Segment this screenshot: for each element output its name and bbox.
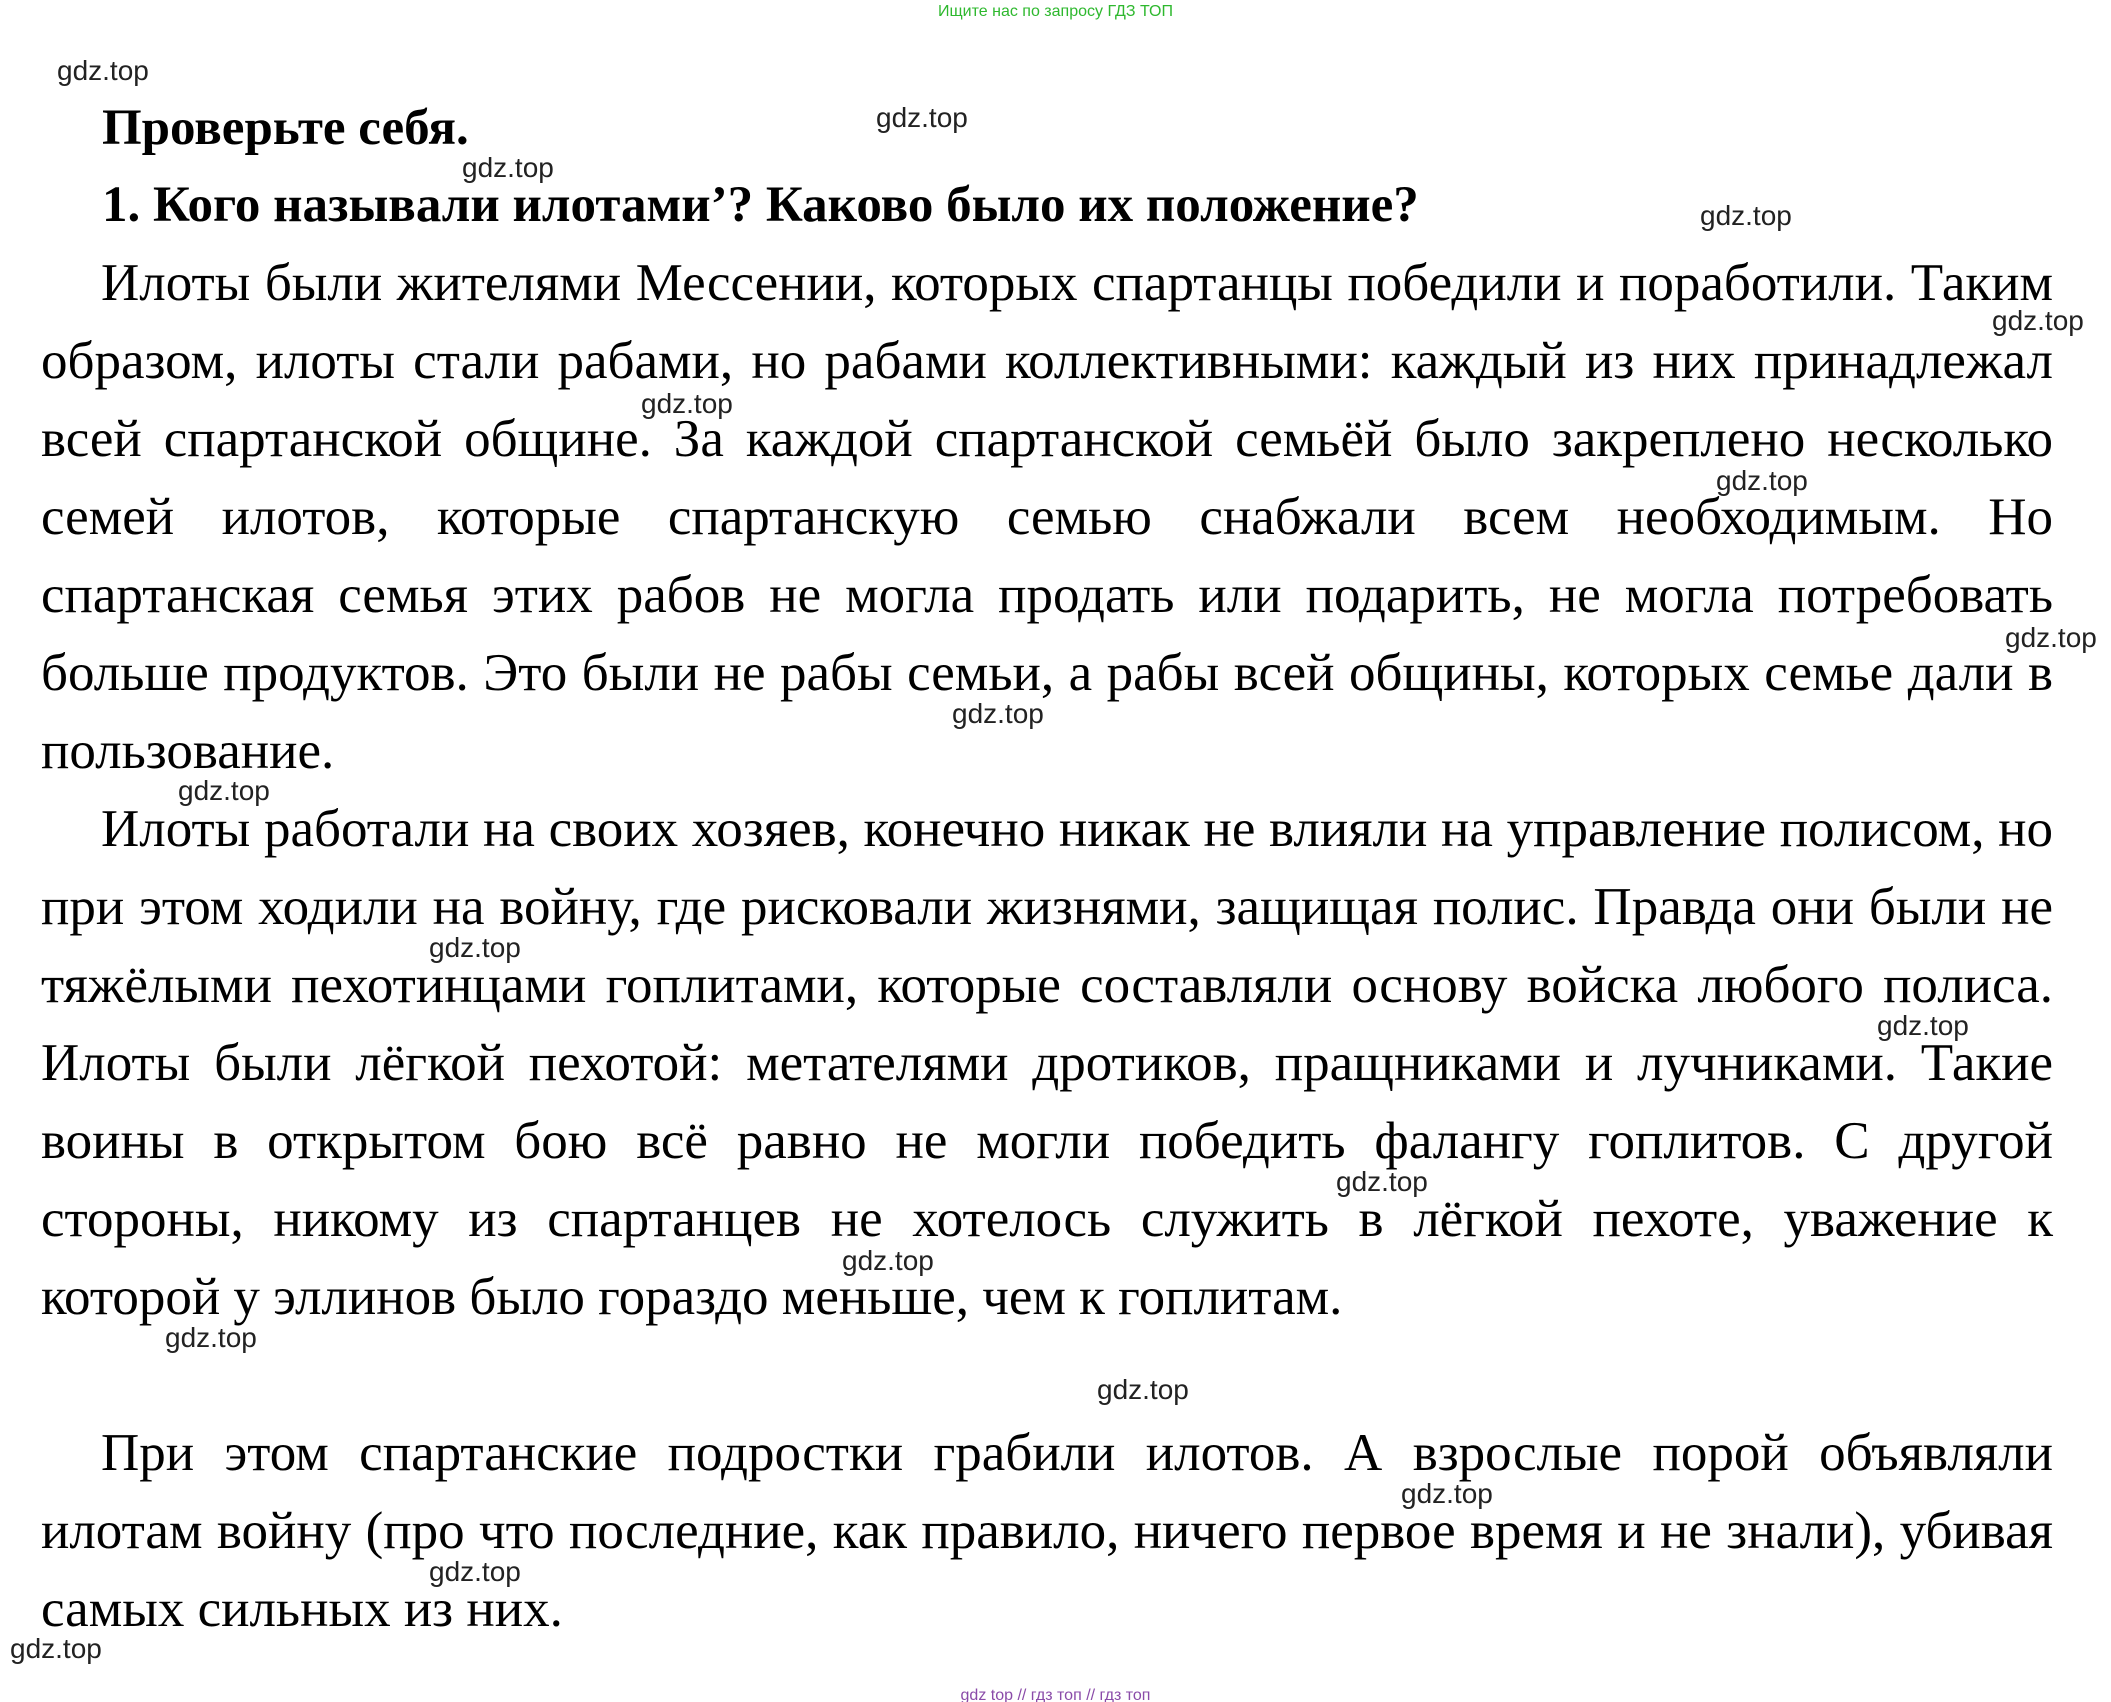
answer-paragraph-2: Илоты работали на своих хозяев, конечно никак не влияли на управление полисом, но при этом ходили на войну, где рисковали жизнями, защищая полис. Правда они были не тяжёлыми пехотинцами гоплитами, которые составляли основу войска любого полиса. Илоты были лёгкой пехотой: метателями дротиков, пращниками и лучниками. Такие воины в открытом бою всё равно не могли победить фалангу гоплитов. С другой стороны, никому из спартанцев не хотелось служить в лёгкой пехоте, уважение к которой у эллинов было гораздо меньше, чем к гоплитам. xyxy=(41,800,2053,1326)
watermark: gdz.top xyxy=(178,775,270,806)
watermark: gdz.top xyxy=(1401,1478,1493,1509)
section-title: Проверьте себя. xyxy=(102,100,469,156)
watermark: gdz.top xyxy=(842,1245,934,1276)
bottom-banner[interactable]: gdz top // гдз топ // гдз топ xyxy=(960,1687,1151,1702)
watermark: gdz.top xyxy=(2005,622,2097,653)
watermark: gdz.top xyxy=(1097,1374,1189,1405)
watermark: gdz.top xyxy=(1877,1010,1969,1041)
watermark: gdz.top xyxy=(165,1322,257,1353)
question-heading: 1. Кого называли илотами’? Каково было их положение? xyxy=(102,177,1419,233)
top-banner[interactable]: Ищите нас по запросу ГДЗ ТОП xyxy=(938,3,1173,20)
watermark: gdz.top xyxy=(429,932,521,963)
watermark: gdz.top xyxy=(1992,305,2084,336)
answer-paragraph-3: При этом спартанские подростки грабили илотов. А взрослые порой объявляли илотам войну (про что последние, как правило, ничего первое время и не знали), убивая самых сильных из них. xyxy=(41,1424,2053,1638)
watermark: gdz.top xyxy=(1716,465,1808,496)
watermark: gdz.top xyxy=(10,1633,102,1664)
watermark: gdz.top xyxy=(952,698,1044,729)
watermark: gdz.top xyxy=(1700,200,1792,231)
watermark: gdz.top xyxy=(429,1556,521,1587)
answer-paragraph-1: Илоты были жителями Мессении, которых спартанцы победили и поработили. Таким образом, илоты стали рабами, но рабами коллективными: каждый из них принадлежал всей спартанской общине. За каждой спартанской семьёй было закреплено несколько семей илотов, которые спартанскую семью снабжали всем необходимым. Но спартанская семья этих рабов не могла продать или подарить, не могла потребовать больше продуктов. Это были не рабы семьи, а рабы всей общины, которых семье дали в пользование. xyxy=(41,254,2053,780)
watermark: gdz.top xyxy=(1336,1166,1428,1197)
watermark: gdz.top xyxy=(876,102,968,133)
watermark: gdz.top xyxy=(57,55,149,86)
watermark: gdz.top xyxy=(641,388,733,419)
watermark: gdz.top xyxy=(462,152,554,183)
